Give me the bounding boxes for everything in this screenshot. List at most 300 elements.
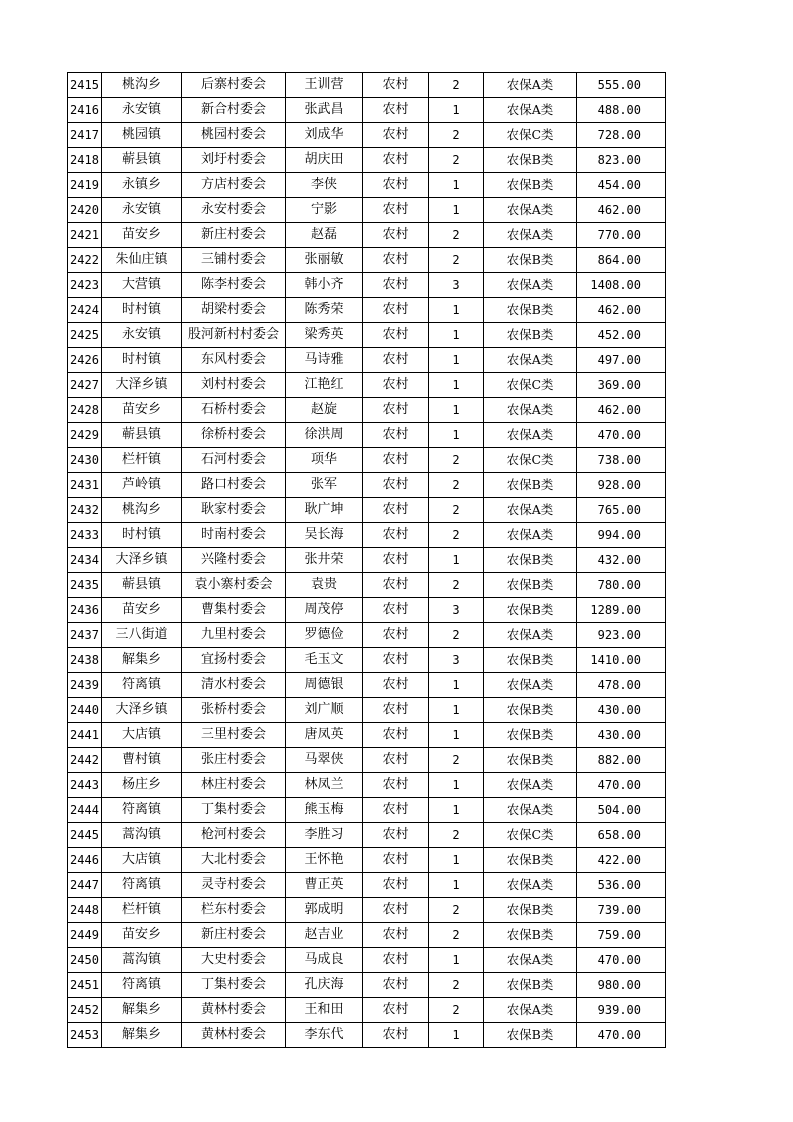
- amount-cell: 497.00: [577, 348, 666, 373]
- count-cell: 2: [429, 748, 484, 773]
- count-cell: 1: [429, 798, 484, 823]
- table-row: [68, 448, 666, 473]
- township-cell: 朱仙庄镇: [102, 248, 182, 273]
- village-committee-cell: 刘村村委会: [182, 373, 286, 398]
- person-name-cell: 张丽敏: [286, 248, 363, 273]
- row-number-cell: 2447: [68, 873, 102, 898]
- township-cell: 三八街道: [102, 623, 182, 648]
- row-number-cell: 2444: [68, 798, 102, 823]
- row-number-cell: 2448: [68, 898, 102, 923]
- area-type-cell: 农村: [363, 573, 429, 598]
- table-row: [68, 323, 666, 348]
- village-committee-cell: 栏东村委会: [182, 898, 286, 923]
- row-number-cell: 2429: [68, 423, 102, 448]
- table-row: [68, 173, 666, 198]
- village-committee-cell: 东风村委会: [182, 348, 286, 373]
- table-row: [68, 198, 666, 223]
- area-type-cell: 农村: [363, 623, 429, 648]
- insurance-class-cell: 农保B类: [484, 548, 577, 573]
- row-number-cell: 2434: [68, 548, 102, 573]
- area-type-cell: 农村: [363, 248, 429, 273]
- village-committee-cell: 兴隆村委会: [182, 548, 286, 573]
- row-number-cell: 2439: [68, 673, 102, 698]
- amount-cell: 864.00: [577, 248, 666, 273]
- person-name-cell: 韩小齐: [286, 273, 363, 298]
- amount-cell: 462.00: [577, 398, 666, 423]
- insurance-class-cell: 农保A类: [484, 98, 577, 123]
- count-cell: 2: [429, 573, 484, 598]
- table-row: [68, 398, 666, 423]
- village-committee-cell: 张庄村委会: [182, 748, 286, 773]
- amount-cell: 454.00: [577, 173, 666, 198]
- person-name-cell: 赵磊: [286, 223, 363, 248]
- area-type-cell: 农村: [363, 123, 429, 148]
- person-name-cell: 罗德俭: [286, 623, 363, 648]
- row-number-cell: 2416: [68, 98, 102, 123]
- count-cell: 2: [429, 248, 484, 273]
- township-cell: 永安镇: [102, 323, 182, 348]
- amount-cell: 470.00: [577, 423, 666, 448]
- village-committee-cell: 耿家村委会: [182, 498, 286, 523]
- village-committee-cell: 大北村委会: [182, 848, 286, 873]
- table-row: [68, 723, 666, 748]
- count-cell: 1: [429, 1023, 484, 1048]
- amount-cell: 994.00: [577, 523, 666, 548]
- person-name-cell: 江艳红: [286, 373, 363, 398]
- township-cell: 大店镇: [102, 723, 182, 748]
- table-row: [68, 523, 666, 548]
- row-number-cell: 2425: [68, 323, 102, 348]
- village-committee-cell: 时南村委会: [182, 523, 286, 548]
- person-name-cell: 李胜习: [286, 823, 363, 848]
- insurance-class-cell: 农保A类: [484, 523, 577, 548]
- amount-cell: 823.00: [577, 148, 666, 173]
- person-name-cell: 张武昌: [286, 98, 363, 123]
- person-name-cell: 王训营: [286, 73, 363, 98]
- township-cell: 解集乡: [102, 998, 182, 1023]
- area-type-cell: 农村: [363, 223, 429, 248]
- township-cell: 大泽乡镇: [102, 373, 182, 398]
- person-name-cell: 林凤兰: [286, 773, 363, 798]
- table-row: [68, 1023, 666, 1048]
- insurance-class-cell: 农保B类: [484, 298, 577, 323]
- area-type-cell: 农村: [363, 648, 429, 673]
- row-number-cell: 2449: [68, 923, 102, 948]
- person-name-cell: 熊玉梅: [286, 798, 363, 823]
- area-type-cell: 农村: [363, 748, 429, 773]
- insurance-class-cell: 农保A类: [484, 798, 577, 823]
- area-type-cell: 农村: [363, 923, 429, 948]
- count-cell: 2: [429, 473, 484, 498]
- village-committee-cell: 方店村委会: [182, 173, 286, 198]
- row-number-cell: 2430: [68, 448, 102, 473]
- insurance-class-cell: 农保B类: [484, 973, 577, 998]
- area-type-cell: 农村: [363, 548, 429, 573]
- row-number-cell: 2422: [68, 248, 102, 273]
- insurance-class-cell: 农保A类: [484, 73, 577, 98]
- area-type-cell: 农村: [363, 373, 429, 398]
- insurance-class-cell: 农保C类: [484, 448, 577, 473]
- village-committee-cell: 三里村委会: [182, 723, 286, 748]
- row-number-cell: 2423: [68, 273, 102, 298]
- area-type-cell: 农村: [363, 598, 429, 623]
- count-cell: 1: [429, 773, 484, 798]
- township-cell: 蕲县镇: [102, 573, 182, 598]
- amount-cell: 728.00: [577, 123, 666, 148]
- row-number-cell: 2428: [68, 398, 102, 423]
- amount-cell: 555.00: [577, 73, 666, 98]
- person-name-cell: 徐洪周: [286, 423, 363, 448]
- person-name-cell: 项华: [286, 448, 363, 473]
- village-committee-cell: 三铺村委会: [182, 248, 286, 273]
- table-row: [68, 573, 666, 598]
- count-cell: 1: [429, 848, 484, 873]
- insurance-class-cell: 农保B类: [484, 648, 577, 673]
- insurance-class-cell: 农保A类: [484, 348, 577, 373]
- insurance-class-cell: 农保B类: [484, 573, 577, 598]
- insurance-class-cell: 农保B类: [484, 923, 577, 948]
- amount-cell: 928.00: [577, 473, 666, 498]
- table-row: [68, 748, 666, 773]
- insurance-class-cell: 农保A类: [484, 423, 577, 448]
- person-name-cell: 周茂停: [286, 598, 363, 623]
- count-cell: 2: [429, 973, 484, 998]
- village-committee-cell: 袁小寨村委会: [182, 573, 286, 598]
- area-type-cell: 农村: [363, 198, 429, 223]
- insurance-class-cell: 农保A类: [484, 998, 577, 1023]
- amount-cell: 430.00: [577, 723, 666, 748]
- count-cell: 1: [429, 398, 484, 423]
- area-type-cell: 农村: [363, 173, 429, 198]
- table-row: [68, 923, 666, 948]
- person-name-cell: 李东代: [286, 1023, 363, 1048]
- amount-cell: 770.00: [577, 223, 666, 248]
- village-committee-cell: 新庄村委会: [182, 223, 286, 248]
- amount-cell: 759.00: [577, 923, 666, 948]
- township-cell: 时村镇: [102, 348, 182, 373]
- village-committee-cell: 曹集村委会: [182, 598, 286, 623]
- township-cell: 符离镇: [102, 673, 182, 698]
- area-type-cell: 农村: [363, 448, 429, 473]
- person-name-cell: 郭成明: [286, 898, 363, 923]
- township-cell: 大泽乡镇: [102, 548, 182, 573]
- amount-cell: 470.00: [577, 948, 666, 973]
- row-number-cell: 2446: [68, 848, 102, 873]
- count-cell: 1: [429, 298, 484, 323]
- count-cell: 2: [429, 923, 484, 948]
- table-row: [68, 623, 666, 648]
- row-number-cell: 2438: [68, 648, 102, 673]
- person-name-cell: 刘成华: [286, 123, 363, 148]
- township-cell: 栏杆镇: [102, 898, 182, 923]
- person-name-cell: 王怀艳: [286, 848, 363, 873]
- amount-cell: 1410.00: [577, 648, 666, 673]
- township-cell: 苗安乡: [102, 398, 182, 423]
- amount-cell: 369.00: [577, 373, 666, 398]
- village-committee-cell: 胡梁村委会: [182, 298, 286, 323]
- table-row: [68, 698, 666, 723]
- village-committee-cell: 徐桥村委会: [182, 423, 286, 448]
- person-name-cell: 孔庆海: [286, 973, 363, 998]
- row-number-cell: 2431: [68, 473, 102, 498]
- count-cell: 2: [429, 73, 484, 98]
- person-name-cell: 刘广顺: [286, 698, 363, 723]
- table-row: [68, 798, 666, 823]
- township-cell: 桃沟乡: [102, 498, 182, 523]
- village-committee-cell: 黄林村委会: [182, 1023, 286, 1048]
- area-type-cell: 农村: [363, 98, 429, 123]
- amount-cell: 923.00: [577, 623, 666, 648]
- area-type-cell: 农村: [363, 73, 429, 98]
- table-row: [68, 423, 666, 448]
- table-row: [68, 948, 666, 973]
- township-cell: 符离镇: [102, 973, 182, 998]
- township-cell: 杨庄乡: [102, 773, 182, 798]
- amount-cell: 739.00: [577, 898, 666, 923]
- amount-cell: 470.00: [577, 1023, 666, 1048]
- amount-cell: 422.00: [577, 848, 666, 873]
- amount-cell: 536.00: [577, 873, 666, 898]
- person-name-cell: 马诗雅: [286, 348, 363, 373]
- township-cell: 苗安乡: [102, 598, 182, 623]
- insurance-class-cell: 农保B类: [484, 698, 577, 723]
- village-committee-cell: 新合村委会: [182, 98, 286, 123]
- table-row: [68, 598, 666, 623]
- area-type-cell: 农村: [363, 673, 429, 698]
- area-type-cell: 农村: [363, 498, 429, 523]
- insurance-class-cell: 农保A类: [484, 873, 577, 898]
- person-name-cell: 袁贵: [286, 573, 363, 598]
- insurance-class-cell: 农保B类: [484, 148, 577, 173]
- row-number-cell: 2450: [68, 948, 102, 973]
- insurance-class-cell: 农保A类: [484, 223, 577, 248]
- table-row: [68, 548, 666, 573]
- insurance-class-cell: 农保B类: [484, 473, 577, 498]
- insurance-class-cell: 农保B类: [484, 598, 577, 623]
- township-cell: 芦岭镇: [102, 473, 182, 498]
- township-cell: 桃沟乡: [102, 73, 182, 98]
- insurance-class-cell: 农保B类: [484, 898, 577, 923]
- count-cell: 2: [429, 148, 484, 173]
- row-number-cell: 2437: [68, 623, 102, 648]
- area-type-cell: 农村: [363, 1023, 429, 1048]
- row-number-cell: 2442: [68, 748, 102, 773]
- insurance-class-cell: 农保A类: [484, 273, 577, 298]
- row-number-cell: 2418: [68, 148, 102, 173]
- amount-cell: 939.00: [577, 998, 666, 1023]
- roster-body: [68, 73, 666, 1048]
- person-name-cell: 耿广坤: [286, 498, 363, 523]
- insurance-class-cell: 农保B类: [484, 848, 577, 873]
- township-cell: 桃园镇: [102, 123, 182, 148]
- count-cell: 1: [429, 323, 484, 348]
- row-number-cell: 2435: [68, 573, 102, 598]
- table-row: [68, 648, 666, 673]
- township-cell: 蕲县镇: [102, 423, 182, 448]
- township-cell: 蒿沟镇: [102, 948, 182, 973]
- row-number-cell: 2452: [68, 998, 102, 1023]
- insurance-class-cell: 农保B类: [484, 323, 577, 348]
- count-cell: 1: [429, 548, 484, 573]
- township-cell: 永镇乡: [102, 173, 182, 198]
- table-row: [68, 373, 666, 398]
- amount-cell: 452.00: [577, 323, 666, 348]
- township-cell: 符离镇: [102, 798, 182, 823]
- area-type-cell: 农村: [363, 523, 429, 548]
- person-name-cell: 梁秀英: [286, 323, 363, 348]
- township-cell: 大营镇: [102, 273, 182, 298]
- table-row: [68, 298, 666, 323]
- count-cell: 1: [429, 873, 484, 898]
- village-committee-cell: 股河新村村委会: [182, 323, 286, 348]
- person-name-cell: 曹正英: [286, 873, 363, 898]
- table-row: [68, 848, 666, 873]
- table-row: [68, 823, 666, 848]
- person-name-cell: 张军: [286, 473, 363, 498]
- table-row: [68, 148, 666, 173]
- count-cell: 1: [429, 173, 484, 198]
- area-type-cell: 农村: [363, 973, 429, 998]
- area-type-cell: 农村: [363, 298, 429, 323]
- count-cell: 3: [429, 648, 484, 673]
- table-row: [68, 348, 666, 373]
- area-type-cell: 农村: [363, 273, 429, 298]
- count-cell: 2: [429, 823, 484, 848]
- person-name-cell: 赵吉业: [286, 923, 363, 948]
- insurance-class-cell: 农保B类: [484, 748, 577, 773]
- village-committee-cell: 宜扬村委会: [182, 648, 286, 673]
- insurance-class-cell: 农保A类: [484, 623, 577, 648]
- insurance-class-cell: 农保A类: [484, 773, 577, 798]
- amount-cell: 478.00: [577, 673, 666, 698]
- amount-cell: 738.00: [577, 448, 666, 473]
- township-cell: 时村镇: [102, 298, 182, 323]
- count-cell: 1: [429, 198, 484, 223]
- village-committee-cell: 黄林村委会: [182, 998, 286, 1023]
- count-cell: 1: [429, 348, 484, 373]
- table-row: [68, 123, 666, 148]
- row-number-cell: 2426: [68, 348, 102, 373]
- count-cell: 1: [429, 423, 484, 448]
- row-number-cell: 2443: [68, 773, 102, 798]
- row-number-cell: 2451: [68, 973, 102, 998]
- table-row: [68, 248, 666, 273]
- village-committee-cell: 张桥村委会: [182, 698, 286, 723]
- count-cell: 3: [429, 273, 484, 298]
- area-type-cell: 农村: [363, 473, 429, 498]
- count-cell: 2: [429, 123, 484, 148]
- township-cell: 曹村镇: [102, 748, 182, 773]
- area-type-cell: 农村: [363, 798, 429, 823]
- village-committee-cell: 九里村委会: [182, 623, 286, 648]
- township-cell: 苗安乡: [102, 923, 182, 948]
- insurance-class-cell: 农保C类: [484, 373, 577, 398]
- count-cell: 1: [429, 948, 484, 973]
- amount-cell: 430.00: [577, 698, 666, 723]
- amount-cell: 1289.00: [577, 598, 666, 623]
- amount-cell: 780.00: [577, 573, 666, 598]
- village-committee-cell: 大史村委会: [182, 948, 286, 973]
- table-row: [68, 73, 666, 98]
- township-cell: 蕲县镇: [102, 148, 182, 173]
- count-cell: 1: [429, 698, 484, 723]
- roster-table: [67, 72, 666, 1048]
- insurance-class-cell: 农保C类: [484, 823, 577, 848]
- amount-cell: 1408.00: [577, 273, 666, 298]
- area-type-cell: 农村: [363, 873, 429, 898]
- area-type-cell: 农村: [363, 898, 429, 923]
- amount-cell: 882.00: [577, 748, 666, 773]
- township-cell: 大泽乡镇: [102, 698, 182, 723]
- area-type-cell: 农村: [363, 948, 429, 973]
- amount-cell: 658.00: [577, 823, 666, 848]
- village-committee-cell: 后寨村委会: [182, 73, 286, 98]
- table-row: [68, 498, 666, 523]
- person-name-cell: 毛玉文: [286, 648, 363, 673]
- township-cell: 解集乡: [102, 648, 182, 673]
- village-committee-cell: 灵寺村委会: [182, 873, 286, 898]
- village-committee-cell: 丁集村委会: [182, 798, 286, 823]
- village-committee-cell: 石河村委会: [182, 448, 286, 473]
- person-name-cell: 张井荣: [286, 548, 363, 573]
- amount-cell: 470.00: [577, 773, 666, 798]
- table-row: [68, 673, 666, 698]
- table-row: [68, 898, 666, 923]
- amount-cell: 980.00: [577, 973, 666, 998]
- table-row: [68, 998, 666, 1023]
- count-cell: 2: [429, 448, 484, 473]
- insurance-class-cell: 农保A类: [484, 198, 577, 223]
- row-number-cell: 2436: [68, 598, 102, 623]
- township-cell: 解集乡: [102, 1023, 182, 1048]
- table-row: [68, 973, 666, 998]
- person-name-cell: 马翠侠: [286, 748, 363, 773]
- area-type-cell: 农村: [363, 348, 429, 373]
- table-row: [68, 98, 666, 123]
- insurance-class-cell: 农保A类: [484, 498, 577, 523]
- insurance-class-cell: 农保A类: [484, 398, 577, 423]
- table-row: [68, 223, 666, 248]
- count-cell: 1: [429, 98, 484, 123]
- insurance-class-cell: 农保C类: [484, 123, 577, 148]
- area-type-cell: 农村: [363, 998, 429, 1023]
- amount-cell: 432.00: [577, 548, 666, 573]
- insurance-class-cell: 农保B类: [484, 1023, 577, 1048]
- area-type-cell: 农村: [363, 698, 429, 723]
- row-number-cell: 2433: [68, 523, 102, 548]
- village-committee-cell: 林庄村委会: [182, 773, 286, 798]
- row-number-cell: 2441: [68, 723, 102, 748]
- township-cell: 栏杆镇: [102, 448, 182, 473]
- amount-cell: 504.00: [577, 798, 666, 823]
- count-cell: 2: [429, 623, 484, 648]
- row-number-cell: 2417: [68, 123, 102, 148]
- person-name-cell: 李侠: [286, 173, 363, 198]
- person-name-cell: 胡庆田: [286, 148, 363, 173]
- area-type-cell: 农村: [363, 323, 429, 348]
- insurance-class-cell: 农保B类: [484, 173, 577, 198]
- area-type-cell: 农村: [363, 723, 429, 748]
- row-number-cell: 2424: [68, 298, 102, 323]
- table-row: [68, 473, 666, 498]
- insurance-class-cell: 农保B类: [484, 723, 577, 748]
- township-cell: 时村镇: [102, 523, 182, 548]
- person-name-cell: 王和田: [286, 998, 363, 1023]
- count-cell: 2: [429, 523, 484, 548]
- person-name-cell: 陈秀荣: [286, 298, 363, 323]
- township-cell: 大店镇: [102, 848, 182, 873]
- row-number-cell: 2419: [68, 173, 102, 198]
